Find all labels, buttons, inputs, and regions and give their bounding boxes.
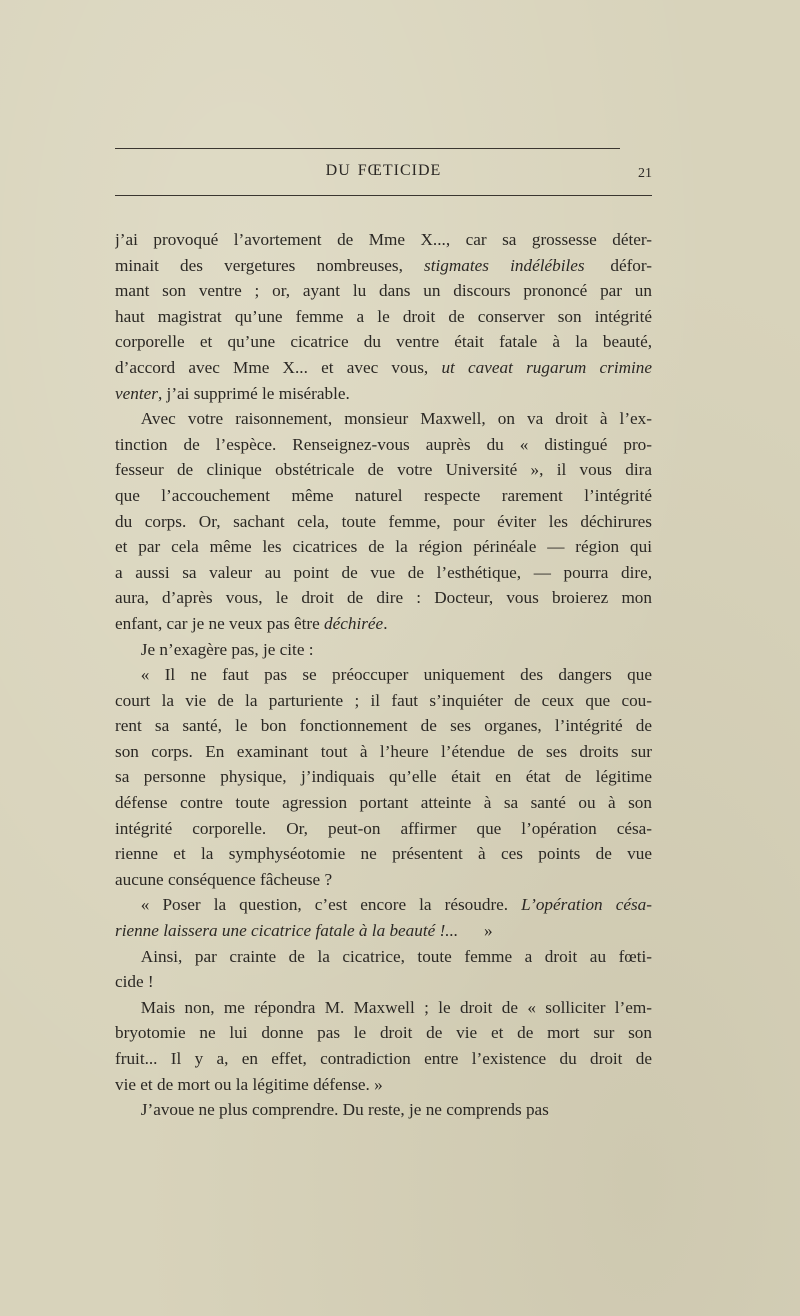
text-span: du corps. Or, sachant cela, toute femme, pour éviter les déchirures [115,511,652,531]
italic-span: venter [115,383,158,403]
text-line [115,892,652,918]
text-span: Je n’exagère pas, je cite : [115,639,314,659]
text-line [115,764,652,790]
text-line [115,867,652,893]
text-line [115,713,652,739]
text-span: défense contre toute agression portant atteinte à sa santé ou à son [115,793,652,813]
text-span: mant son ventre ; or, ayant lu dans un discours prononcé par un [115,281,652,301]
text-span: corporelle et qu’une cicatrice du ventre était fatale à la beauté, [115,332,652,352]
text-span: rienne et la symphyséotomie ne présentent à ces points de vue [115,844,652,864]
text-span: bryotomie ne lui donne pas le droit de vie et de mort sur son [115,1023,652,1043]
text-span: » [458,921,493,941]
italic-span: stigmates indélébiles [424,255,585,275]
running-title: DU FŒTICIDE [325,162,442,179]
text-line [115,355,652,381]
text-line [115,406,652,432]
text-line [115,1097,652,1123]
text-span: d’accord avec Mme X... et avec vous, [115,357,442,377]
text-span: intégrité corporelle. Or, peut-on affirmer que l’opération césa- [115,818,652,838]
text-span: vie et de mort ou la légitime défense. » [115,1074,383,1094]
text-line [115,688,652,714]
header-top-rule [115,148,620,149]
text-span: j’ai provoqué l’avortement de Mme X..., car sa grossesse déter- [115,230,652,249]
text-line [115,662,652,688]
text-span: court la vie de la parturiente ; il faut s’inquiéter de ceux que cou- [115,690,652,710]
page-number: 21 [638,166,652,181]
text-span: , j’ai supprimé le misérable. [157,383,350,403]
text-span: Ainsi, par crainte de la cicatrice, toute femme a droit au fœti- [115,946,652,966]
text-line [115,841,652,867]
text-span: Avec votre raisonnement, monsieur Maxwell, on va droit à l’ex- [115,409,652,429]
text-line [115,534,652,560]
text-line [115,509,652,535]
text-span: . [383,613,388,633]
text-line [115,637,652,663]
text-span: et par cela même les cicatrices de la région périnéale — région qui [115,537,652,557]
text-line [115,483,652,509]
text-line [115,790,652,816]
text-line [115,1072,652,1098]
italic-span: déchirée [324,613,384,633]
header-bottom-rule [115,195,652,196]
text-span: son corps. En examinant tout à l’heure l’étendue de ses droits sur [115,741,652,761]
text-span: défor- [584,255,652,275]
text-line [115,1020,652,1046]
text-span: a aussi sa valeur au point de vue de l’esthétique, — pourra dire, [115,562,652,582]
text-span: tinction de l’espèce. Renseignez-vous auprès du « distingué pro- [115,434,652,454]
text-span: cide ! [115,972,154,992]
text-span: aura, d’après vous, le droit de dire : Docteur, vous broierez mon [115,588,652,608]
text-line [115,457,652,483]
text-span: « Poser la question, c’est encore la résoudre. [115,895,522,915]
italic-span: L’opération césa- [521,895,652,915]
text-span: sa personne physique, j’indiquais qu’elle était en état de légitime [115,767,652,787]
text-span: Mais non, me répondra M. Maxwell ; le droit de « solliciter l’em- [115,997,652,1017]
text-line [115,329,652,355]
text-span: fesseur de clinique obstétricale de votre Université », il vous dira [115,460,652,480]
text-line [115,227,652,253]
text-span: que l’accouchement même naturel respecte rarement l’intégrité [115,485,652,505]
text-line [115,560,652,586]
text-span: aucune conséquence fâcheuse ? [115,869,333,889]
text-line [115,995,652,1021]
text-span: minait des vergetures nombreuses, [115,255,425,275]
text-line [115,1046,652,1072]
text-span: « Il ne faut pas se préoccuper uniquement des dangers que [115,665,652,685]
italic-span: rienne laissera une cicatrice fatale à la beauté !... [115,921,459,941]
body-text [115,227,652,1123]
text-line [115,278,652,304]
text-line [115,253,652,279]
text-span: enfant, car je ne veux pas être [115,613,325,633]
text-span: haut magistrat qu’une femme a le droit de conserver son intégrité [115,306,652,326]
text-line [115,611,652,637]
text-line [115,816,652,842]
text-line [115,969,652,995]
text-line [115,432,652,458]
text-line [115,585,652,611]
text-line [115,739,652,765]
italic-span: ut caveat rugarum crimine [441,357,652,377]
text-span: J’avoue ne plus comprendre. Du reste, je ne comprends pas [115,1100,549,1120]
text-line [115,381,652,407]
text-span: rent sa santé, le bon fonctionnement de ses organes, l’intégrité de [115,716,652,736]
text-line [115,944,652,970]
text-line [115,304,652,330]
text-span: fruit... Il y a, en effet, contradiction entre l’existence du droit de [115,1049,652,1068]
text-line [115,918,652,944]
running-header [115,160,652,190]
